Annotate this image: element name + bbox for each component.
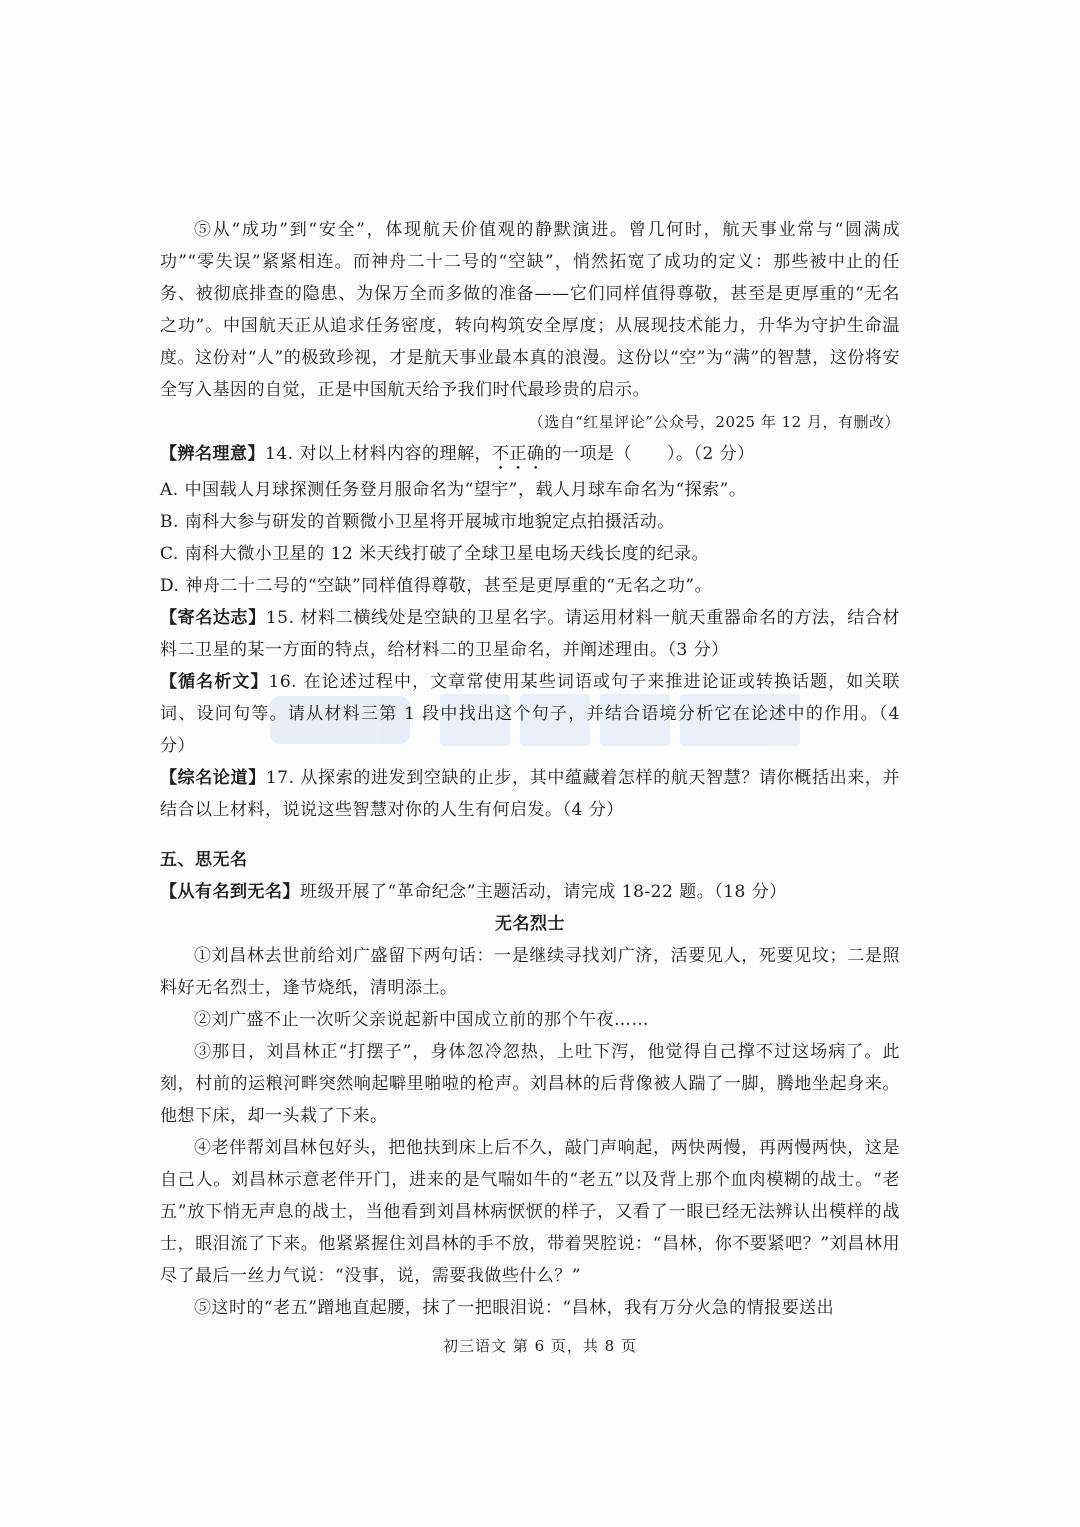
option-a: A. 中国载人月球探测任务登月服命名为“望宇”，载人月球车命名为“探索”。 — [160, 480, 747, 500]
question-tag: 【综名论道】 — [160, 768, 266, 788]
question-text: 的一项是（ ）。（2 分） — [544, 444, 755, 464]
question-16 — [160, 666, 900, 762]
question-tag: 【循名析文】 — [160, 672, 269, 692]
page-content — [160, 214, 900, 1324]
source-note: （选自“红星评论”公众号，2025 年 12 月，有删改） — [528, 413, 900, 431]
section-intro-text: 班级开展了“革命纪念”主题活动，请完成 18-22 题。（18 分） — [300, 882, 787, 902]
story-title: 无名烈士 — [495, 914, 565, 934]
page-footer: 初三语文 第 6 页，共 8 页 — [443, 1337, 637, 1355]
material-paragraph: ⑤从“成功”到“安全”，体现航天价值观的静默演进。曾几何时，航天事业常与“圆满成功”“零失误”紧紧相连。而神舟二十二号的“空缺”，悄然拓宽了成功的定义：那些被中止的任务、被彻底排查的隐患、为保万全而多做的准备——它们同样值得尊敬，甚至是更厚重的“无名之功”。中国航天正从追求任务密度，转向构筑安全厚度；从展现技术能力，升华为守护生命温度。这份对“人”的极致珍视，才是航天事业最本真的浪漫。这份以“空”为“满”的智慧，这份将安全写入基因的自觉，正是中国航天给予我们时代最珍贵的启示。 — [160, 220, 900, 400]
story-paragraph: ④老伴帮刘昌林包好头，把他扶到床上后不久，敲门声响起，两快两慢，再两慢两快，这是自己人。刘昌林示意老伴开门，进来的是气喘如牛的“老五”以及背上那个血肉模糊的战士。“老五”放下悄无声息的战士，当他看到刘昌林病恹恹的样子，又看了一眼已经无法辨认出模样的战士，眼泪流了下来。他紧紧握住刘昌林的手不放，带着哭腔说：“昌林，你不要紧吧？”刘昌林用尽了最后一丝力气说：“没事，说，需要我做些什么？” — [160, 1138, 900, 1286]
question-tag: 【辨名理意】 — [160, 444, 265, 464]
section-intro — [160, 876, 900, 908]
question-text: 15. 材料二横线处是空缺的卫星名字。请运用材料一航天重器命名的方法，结合材料二卫星的某一方面的特点，给材料二的卫星命名，并阐述理由。（3 分） — [160, 608, 900, 660]
story-paragraph: ⑤这时的“老五”蹭地直起腰，抹了一把眼泪说：“昌林，我有万分火急的情报要送出 — [194, 1298, 835, 1318]
story-paragraph: ③那日，刘昌林正“打摆子”，身体忽冷忽热，上吐下泻，他觉得自己撑不过这场病了。此刻，村前的运粮河畔突然响起噼里啪啦的枪声。刘昌林的后背像被人踹了一脚，腾地坐起身来。他想下床，却一头栽了下来。 — [160, 1042, 900, 1126]
emphasis-text: 不正确 — [491, 444, 545, 464]
question-14 — [160, 438, 900, 474]
section-intro-tag: 【从有名到无名】 — [160, 882, 300, 902]
question-tag: 【寄名达志】 — [160, 608, 266, 628]
question-17 — [160, 762, 900, 826]
section-heading: 五、思无名 — [160, 850, 248, 870]
question-text: 16. 在论述过程中，文章常使用某些词语或句子来推进论证或转换话题，如关联词、设问句等。请从材料三第 1 段中找出这个句子，并结合语境分析它在论述中的作用。（4 分） — [160, 672, 900, 756]
story-paragraph: ①刘昌林去世前给刘广盛留下两句话：一是继续寻找刘广济，活要见人，死要见坟；二是照料好无名烈士，逢节烧纸，清明添土。 — [160, 946, 900, 998]
option-d: D. 神舟二十二号的“空缺”同样值得尊敬，甚至是更厚重的“无名之功”。 — [160, 576, 713, 596]
option-b: B. 南科大参与研发的首颗微小卫星将开展城市地貌定点拍摄活动。 — [160, 512, 675, 532]
question-15 — [160, 602, 900, 666]
option-c: C. 南科大微小卫星的 12 米天线打破了全球卫星电场天线长度的纪录。 — [160, 544, 710, 564]
story-paragraph: ②刘广盛不止一次听父亲说起新中国成立前的那个午夜…… — [194, 1010, 649, 1030]
question-text: 14. 对以上材料内容的理解， — [265, 444, 492, 464]
question-text: 17. 从探索的进发到空缺的止步，其中蕴藏着怎样的航天智慧？请你概括出来，并结合以上材料，说说这些智慧对你的人生有何启发。（4 分） — [160, 768, 900, 820]
